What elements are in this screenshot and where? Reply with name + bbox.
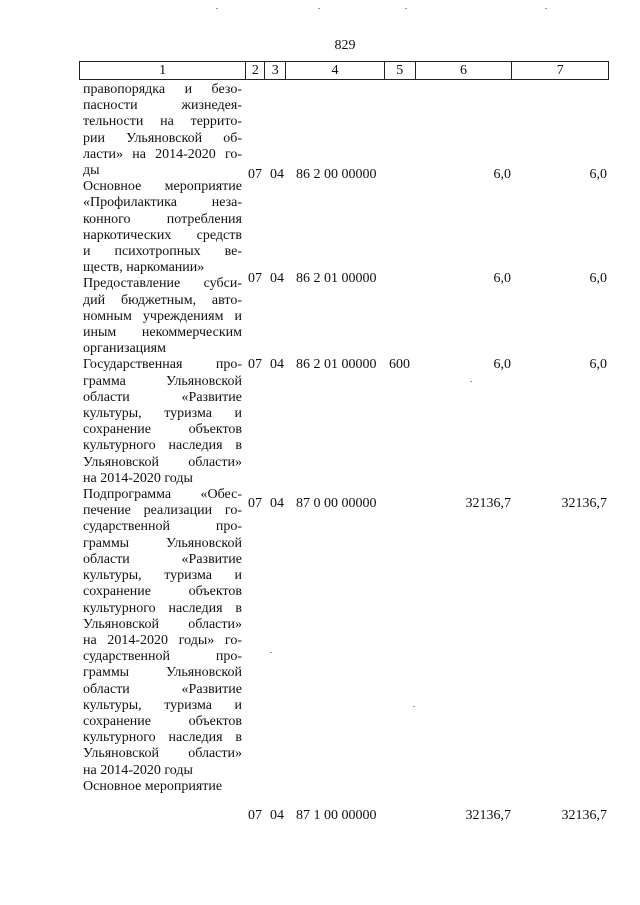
description-line: Предоставление субси- <box>83 276 242 292</box>
description-line: сударственной про- <box>83 519 242 535</box>
description-line: граммы Ульяновской <box>83 535 242 551</box>
table-header <box>79 61 609 80</box>
description-line: сохранение объектов <box>83 422 242 438</box>
description-line: Ульяновской области» <box>83 616 242 632</box>
description-column <box>83 82 242 795</box>
cell-subsection: 04 <box>270 496 284 511</box>
description-line: культуры, туризма и <box>83 697 242 713</box>
cell-expense-type: 600 <box>389 357 410 372</box>
cell-amount-1: 32136,7 <box>465 808 511 823</box>
cell-target-code: 86 2 01 00000 <box>296 271 377 286</box>
description-line: культуры, туризма и <box>83 406 242 422</box>
scan-speck <box>270 652 272 653</box>
description-line: Государственная про- <box>83 357 242 373</box>
description-line: культурного наследия в <box>83 730 242 746</box>
cell-amount-2: 6,0 <box>589 271 607 286</box>
description-line: сохранение объектов <box>83 713 242 729</box>
cell-subsection: 04 <box>270 808 284 823</box>
cell-amount-2: 6,0 <box>589 167 607 182</box>
description-line: граммы Ульяновской <box>83 665 242 681</box>
description-line: Основное мероприятие <box>83 179 242 195</box>
description-line: ласти» на 2014-2020 го- <box>83 146 242 162</box>
description-line: сохранение объектов <box>83 584 242 600</box>
header-col-2: 2 <box>246 62 265 79</box>
cell-amount-1: 32136,7 <box>465 496 511 511</box>
cell-section: 07 <box>248 357 262 372</box>
cell-amount-2: 32136,7 <box>561 496 607 511</box>
cell-target-code: 86 2 00 00000 <box>296 167 377 182</box>
description-line: на 2014-2020 годы <box>83 762 193 778</box>
description-line: Ульяновской области» <box>83 746 242 762</box>
description-line: культуры, туризма и <box>83 568 242 584</box>
header-col-1: 1 <box>80 62 246 79</box>
description-line: ды <box>83 163 100 179</box>
header-col-3: 3 <box>265 62 286 79</box>
cell-subsection: 04 <box>270 271 284 286</box>
cell-subsection: 04 <box>270 357 284 372</box>
header-col-5: 5 <box>385 62 416 79</box>
cell-target-code: 87 0 00 00000 <box>296 496 377 511</box>
cell-amount-2: 6,0 <box>589 357 607 372</box>
description-line: иным некоммерческим <box>83 325 242 341</box>
header-col-4: 4 <box>286 62 385 79</box>
description-line: культурного наследия в <box>83 438 242 454</box>
description-line: Ульяновской области» <box>83 454 242 470</box>
header-col-7: 7 <box>556 63 564 78</box>
description-line: сударственной про- <box>83 649 242 665</box>
description-line: на 2014-2020 годы <box>83 470 193 486</box>
description-line: рии Ульяновской об- <box>83 130 242 146</box>
cell-section: 07 <box>248 167 262 182</box>
description-line: области «Развитие <box>83 681 242 697</box>
description-line: области «Развитие <box>83 389 242 405</box>
cell-section: 07 <box>248 271 262 286</box>
description-line: культурного наследия в <box>83 600 242 616</box>
description-line: организациям <box>83 341 166 357</box>
cell-section: 07 <box>248 808 262 823</box>
description-line: печение реализации го- <box>83 503 242 519</box>
scan-speck <box>545 8 547 9</box>
scan-speck <box>413 706 415 707</box>
description-line: правопорядка и безо- <box>83 82 242 97</box>
cell-amount-2: 32136,7 <box>561 808 607 823</box>
description-line: Основное мероприятие <box>83 778 223 794</box>
description-line: «Профилактика неза- <box>83 195 242 211</box>
scan-speck <box>318 8 320 9</box>
description-line: номным учреждениям и <box>83 308 242 324</box>
description-line: наркотических средств <box>83 227 242 243</box>
scan-speck <box>470 381 472 382</box>
description-line: тельности на террито- <box>83 114 242 130</box>
description-line: ществ, наркомании» <box>83 260 205 276</box>
cell-amount-1: 6,0 <box>493 167 511 182</box>
description-line: конного потребления <box>83 211 242 227</box>
cell-subsection: 04 <box>270 167 284 182</box>
description-line: и психотропных ве- <box>83 244 242 260</box>
description-line: области «Развитие <box>83 551 242 567</box>
page-number: 829 <box>334 38 356 53</box>
scan-speck <box>216 8 218 9</box>
description-line: грамма Ульяновской <box>83 373 242 389</box>
cell-section: 07 <box>248 496 262 511</box>
cell-target-code: 87 1 00 00000 <box>296 808 377 823</box>
cell-target-code: 86 2 01 00000 <box>296 357 377 372</box>
cell-amount-1: 6,0 <box>493 271 511 286</box>
description-line: Подпрограмма «Обес- <box>83 487 242 503</box>
scan-speck <box>405 8 407 9</box>
description-line: на 2014-2020 годы» го- <box>83 632 242 648</box>
header-col-6: 6 <box>416 62 513 79</box>
description-line: дий бюджетным, авто- <box>83 292 242 308</box>
description-line: пасности жизнедея- <box>83 98 242 114</box>
cell-amount-1: 6,0 <box>493 357 511 372</box>
